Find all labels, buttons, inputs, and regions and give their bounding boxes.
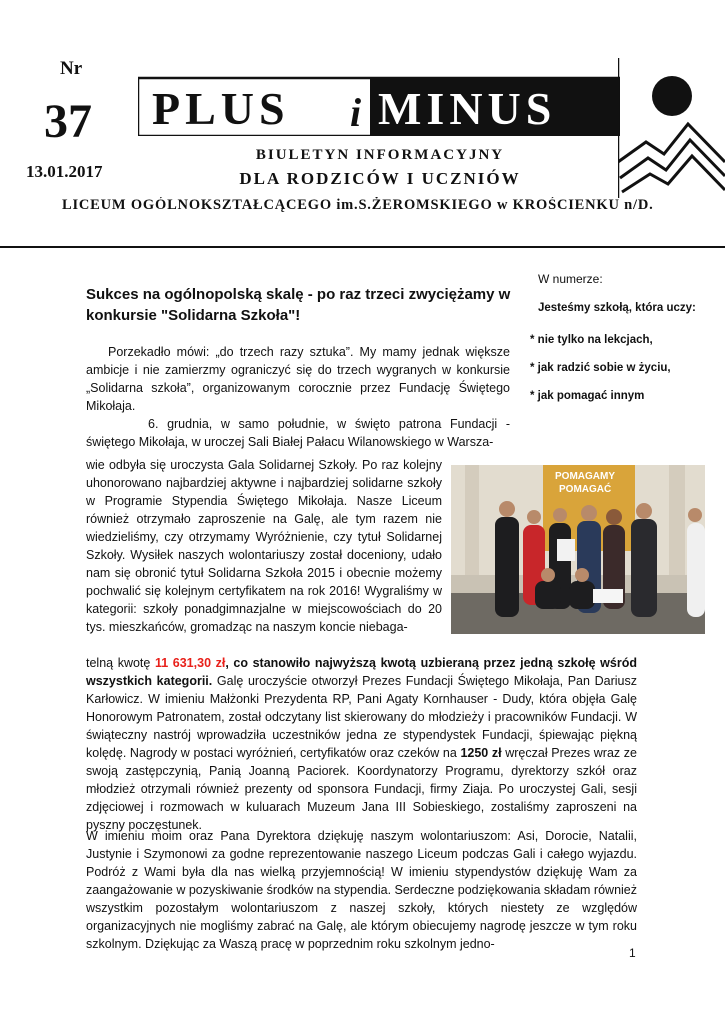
subtitle-line-2: DLA RODZICÓW I UCZNIÓW xyxy=(239,169,521,188)
paragraph-intro: Porzekadło mówi: „do trzech razy sztuka”. My mamy jednak większe ambicje i nie zamierzmy ograniczyć się do trzech wygranych w konkursie „Solidarna szkoła”, organizowanym corocznie przez Fundację Świętego Mikołaja. xyxy=(86,345,510,413)
mountains-sun-logo-icon xyxy=(618,58,725,208)
title-i: i xyxy=(350,90,362,135)
title-minus: MINUS xyxy=(378,83,557,134)
issue-label: Nr xyxy=(60,58,83,79)
p3-highlight: , co stanowiło najwyższą kwotą uzbieraną przez jedną szkołę wśród wszystkich kategorii. xyxy=(86,656,637,688)
article-paragraph-4: W imieniu moim oraz Pana Dyrektora dziękuję naszym wolontariuszom: Asi, Dorocie, Natalii, Justynie i Szymonowi za godne reprezentowanie naszego Liceum podczas Gali i całego wyjazdu. Podróż z Wami była dla nas wielką przyjemnością! W imieniu stypendystów dziękuję Wam za zaangażowanie w pozyskiwanie środków na stypendia. Serdeczne podziękowania składam również wszystkim pozostałym wolontariuszom z naszej szkoły, których niestety ze względów organizacyjnych nie mogliśmy zabrać na Galę, ale którym obiecujemy nagrodę jeszcze w tym roku szkolnym. Dziękując za Waszą pracę w poprzednim roku szkolnym jedno- xyxy=(86,829,638,951)
toc-heading: Jesteśmy szkołą, która uczy: xyxy=(538,302,696,315)
toc-item-3: * jak pomagać innym xyxy=(530,389,645,402)
banner-line-2: POMAGAĆ xyxy=(559,484,612,495)
issue-number: 37 xyxy=(44,95,92,148)
toc-item-1: * nie tylko na lekcjach, xyxy=(530,334,653,347)
paragraph-gala-date: 6. grudnia, w samo południe, w święto patrona Fundacji - świętego Mikołaja, w uroczej Sali Białej Pałacu Wilanowskiego w Warsza- xyxy=(86,417,510,449)
issue-date: 13.01.2017 xyxy=(26,162,103,181)
masthead-title xyxy=(138,62,620,136)
p3-text-c: Galę uroczyście otworzył Prezes Fundacji Świętego Mikołaja, Pan Dariusz Karłowicz. W imieniu Małżonki Prezydenta RP, Pani Agaty Kornhauser - Dudy, która objęła Galę Honorowym Patronatem, został odczytany list skierowany do młodzieży i pracowników Fundacji. W świąteczny nastrój wprowadziła uczestników jedna ze stypendystek Fundacji, śpiewając piękną kolędę. Nagrody w postaci wyróżnień, certyfikatów oraz czeków na xyxy=(86,674,637,760)
article-paragraph-3 xyxy=(86,654,637,834)
subtitle-line-1: BIULETYN INFORMACYJNY xyxy=(255,147,505,163)
banner-line-1: POMAGAMY xyxy=(555,471,615,482)
p3-text-a: telną kwotę xyxy=(86,656,155,670)
title-plus: PLUS xyxy=(152,83,290,134)
article-title: Sukces na ogólnopolską skalę - po raz trzeci zwyciężamy w konkursie "Solidarna Szkoła"! xyxy=(86,286,511,324)
gala-group-photo xyxy=(451,465,705,634)
collected-amount: 11 631,30 zł xyxy=(154,656,226,670)
p3-text-d: wręczał Prezes wraz ze swoją zastępczynią, Panią Joanną Paciorek. Koordynatorzy Programu, dyrektorzy szkół oraz młodzież otrzymali również prezenty od sponsora Fundacji, firmy Ziaja. Po uroczystej Gali, sesji zdjęciowej i rozmowach w kuluarach Muzeum Jana III Sobieskiego, zostaliśmy zaproszeni na pyszny poczęstunek. xyxy=(86,746,637,832)
table-of-contents xyxy=(528,272,725,418)
cheque-amount: 1250 zł xyxy=(460,746,502,760)
toc-title: W numerze: xyxy=(538,272,603,286)
school-name: LICEUM OGÓLNOKSZTAŁCĄCEGO im.S.ŻEROMSKIEGO w KROŚCIENKU n/D. xyxy=(62,197,654,213)
page-number: 1 xyxy=(629,946,636,960)
header-divider xyxy=(0,246,725,248)
article-paragraph-1 xyxy=(86,343,510,451)
toc-item-2: * jak radzić sobie w życiu, xyxy=(530,361,671,374)
article-paragraph-2: wie odbyła się uroczysta Gala Solidarnej Szkoły. Po raz kolejny uhonorowano najbardziej aktywne i najbardziej solidarne szkoły w Programie Stypendia Świętego Mikołaja. Nasze Liceum również otrzymało zaproszenie na Galę, ale tym razem nie wiedzieliśmy, czy otrzymamy Wyróżnienie, czy tytuł Solidarnej Szkoły. Wysiłek naszych wolontariuszy został doceniony, udało nam się obronić tytuł Solidarna Szkoła 2015 i obecnie możemy pochwalić się kolejnym certyfikatem na rok 2016! Wygraliśmy w kategorii: szkoły ponadgimnazjalne w miejscowościach do 20 tys. mieszkańców, gromadząc na naszym koncie niebaga- xyxy=(86,458,442,634)
